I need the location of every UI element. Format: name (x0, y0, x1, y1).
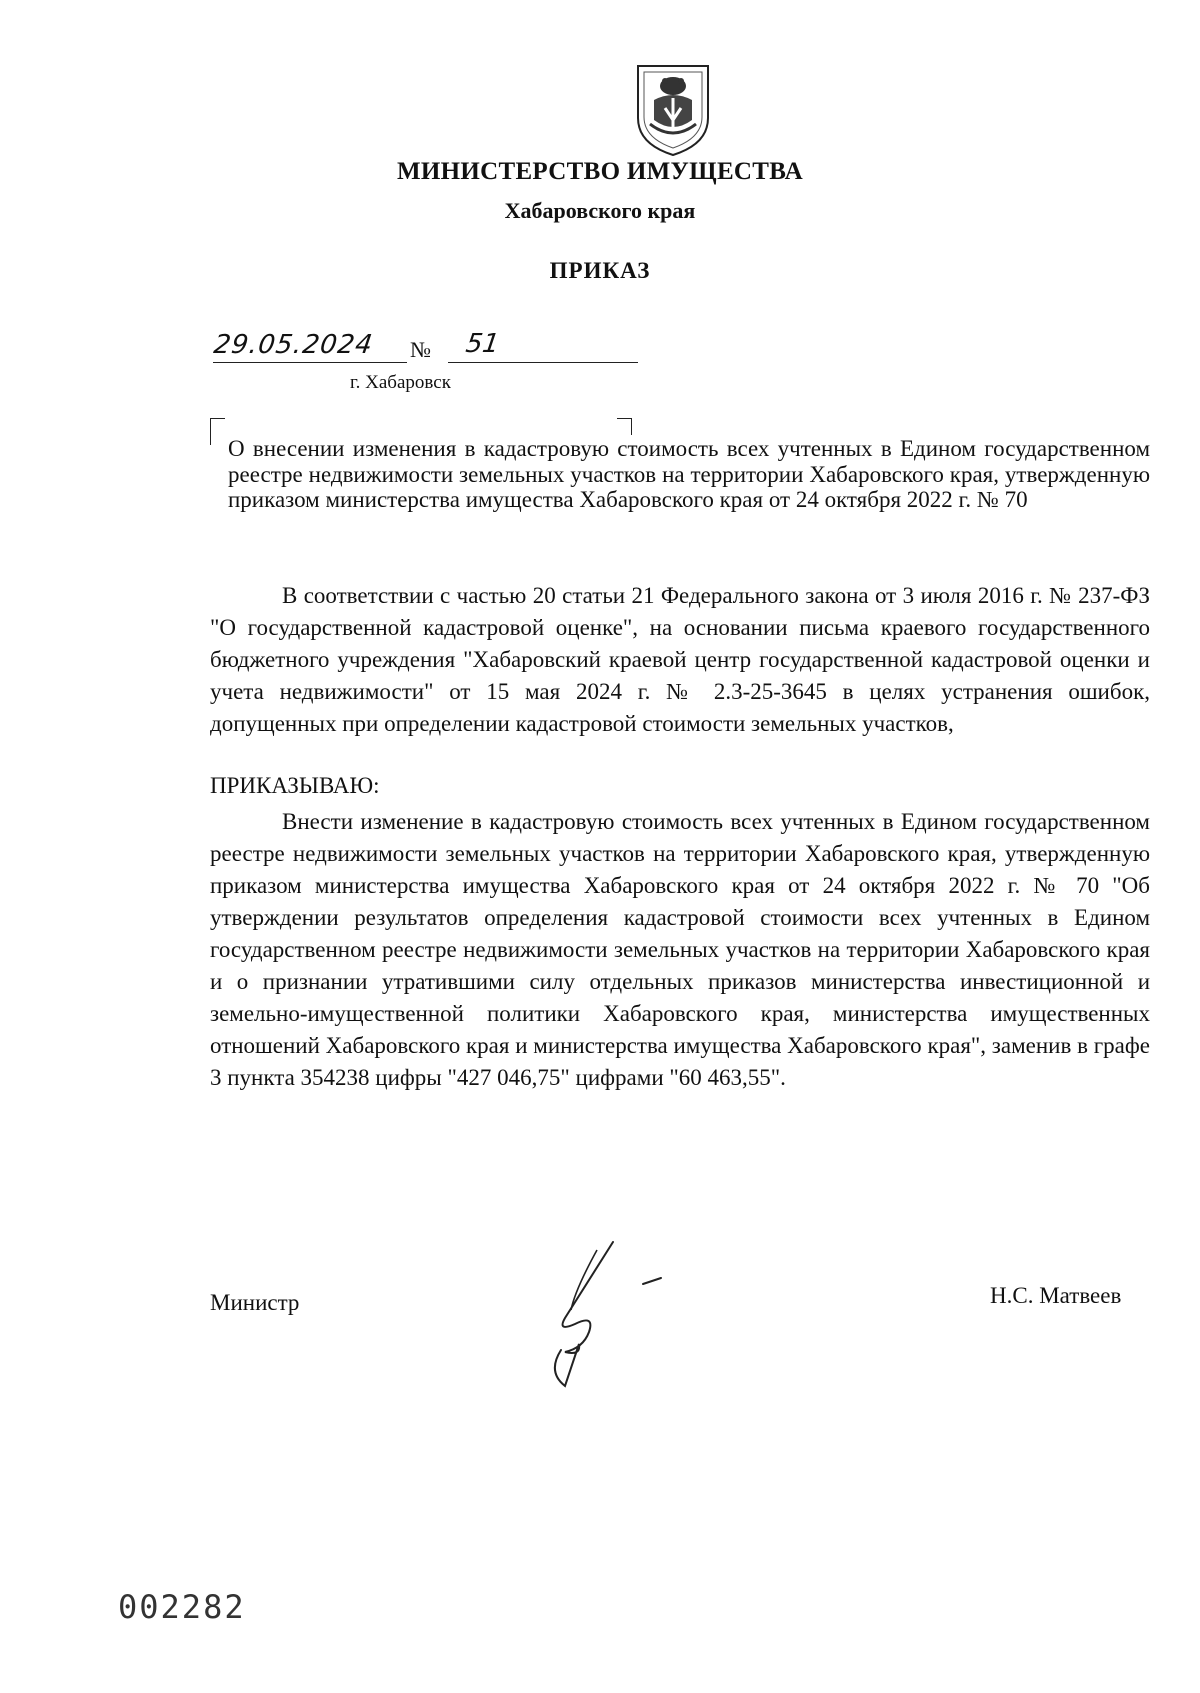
ministry-name: МИНИСТЕРСТВО ИМУЩЕСТВА (396, 158, 803, 185)
subject-bracket-left (210, 418, 225, 445)
signatory-name: Н.С. Матвеев (990, 1283, 1122, 1308)
number-sign: № (410, 337, 431, 362)
signatory-title: Министр (210, 1290, 300, 1315)
document-subject: О внесении изменения в кадастровую стоимость всех учтенных в Едином государственном реестре недвижимости земельных участков на территории Хабаровского края, утвержденную приказом министерства имущества Хабаровского края от 24 октября 2022 г. № 70 (228, 436, 1150, 512)
subject-bracket-right (617, 418, 632, 435)
region-name: Хабаровского края (504, 198, 696, 223)
order-word: ПРИКАЗЫВАЮ: (210, 773, 380, 798)
document-number: 51 (463, 329, 502, 359)
document-type: ПРИКАЗ (549, 258, 651, 283)
document-date: 29.05.2024 (211, 330, 375, 360)
coat-of-arms-icon (632, 62, 714, 158)
document-city: г. Хабаровск (350, 372, 451, 393)
handwritten-signature (535, 1240, 675, 1390)
registration-number: 002282 (118, 1588, 246, 1626)
order-paragraph: Внести изменение в кадастровую стоимость всех учтенных в Едином государственном реестре недвижимости земельных участков на территории Хабаровского края, утвержденную приказом министерства имущества Хабаровского края от 24 октября 2022 г. № 70 "Об утверждении результатов определения кадастровой стоимости всех учтенных в Едином государственном реестре недвижимости земельных участков на территории Хабаровского края и о признании утратившими силу отдельных приказов министерства инвестиционной и земельно-имущественной политики Хабаровского края, министерства имущественных отношений Хабаровского края и министерства имущества Хабаровского края", заменив в графе 3 пункта 354238 цифры "427 046,75" цифрами "60 463,55". (210, 809, 1150, 1090)
preamble-paragraph: В соответствии с частью 20 статьи 21 Федерального закона от 3 июля 2016 г. № 237-ФЗ "О государственной кадастровой оценке", на основании письма краевого государственного бюджетного учреждения "Хабаровский краевой центр государственной кадастровой оценки и учета недвижимости" от 15 мая 2024 г. № 2.3-25-3645 в целях устранения ошибок, допущенных при определении кадастровой стоимости земельных участков, (210, 583, 1150, 736)
